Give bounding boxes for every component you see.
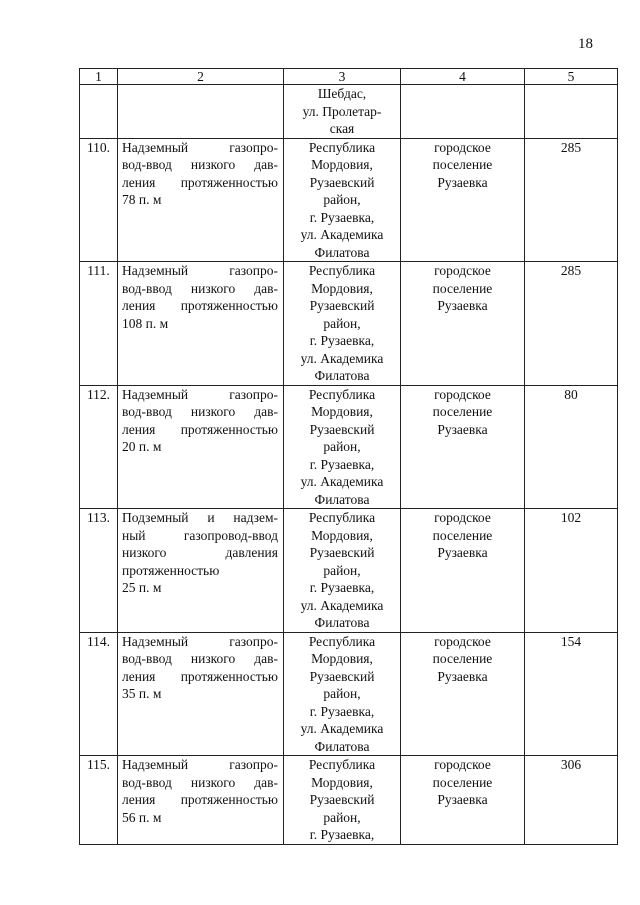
description-line: вод-ввод низкого дав-: [122, 774, 278, 790]
table-row: [80, 509, 618, 633]
location-line: ул. Пролетар-: [302, 103, 382, 119]
settlement-line: Рузаевка: [437, 792, 488, 807]
location-line: Республика: [308, 633, 376, 649]
location-line: Рузаевский: [309, 792, 375, 807]
location-line: Республика: [308, 510, 376, 525]
location-line: район,: [323, 439, 361, 454]
settlement-cell: [401, 509, 525, 633]
location-cell: [284, 756, 401, 845]
description-line: вод-ввод низкого дав-: [122, 404, 278, 419]
location-line: ул. Академика: [300, 350, 384, 366]
location-line: район,: [323, 686, 361, 701]
settlement-line: городское: [434, 263, 491, 278]
location-line: Мордовия,: [311, 404, 373, 419]
location-line: Шебдас,: [317, 86, 367, 101]
location-line: Мордовия,: [311, 527, 373, 543]
location-cell: [284, 85, 401, 139]
description-line: вод-ввод низкого дав-: [122, 157, 278, 172]
length-value: 102: [525, 509, 618, 633]
description-line: Подземный и надзем-: [122, 510, 278, 525]
description-cell: [118, 756, 284, 845]
table-row: [80, 385, 618, 509]
column-header: 2: [118, 69, 284, 85]
table-header-row: [80, 69, 618, 85]
description-line: 56 п. м: [122, 809, 162, 825]
column-header: 1: [80, 69, 118, 85]
description-cell: [118, 85, 284, 139]
settlement-line: Рузаевка: [437, 668, 488, 684]
location-line: Рузаевский: [309, 421, 375, 437]
location-line: Филатова: [314, 244, 370, 260]
description-line: Надземный газопро-: [122, 263, 278, 278]
table-row: [80, 262, 618, 386]
description-cell: [118, 509, 284, 633]
settlement-line: Рузаевка: [437, 421, 488, 437]
description-line: ления протяженностью: [122, 668, 278, 684]
settlement-line: поселение: [432, 527, 493, 543]
table-row: [80, 756, 618, 845]
description-cell: [118, 262, 284, 386]
location-line: Мордовия,: [311, 280, 373, 296]
location-line: ул. Академика: [300, 597, 384, 613]
row-number: 110.: [80, 138, 118, 262]
location-line: Филатова: [314, 738, 370, 754]
description-line: ления протяженностью: [122, 421, 278, 437]
description-line: ный газопровод-ввод: [122, 527, 278, 543]
location-line: Мордовия,: [311, 157, 373, 172]
description-line: вод-ввод низкого дав-: [122, 280, 278, 296]
description-line: низкого давления: [122, 545, 278, 560]
row-number: 115.: [80, 756, 118, 845]
location-line: ул. Академика: [300, 227, 384, 242]
settlement-line: поселение: [432, 157, 493, 172]
location-cell: [284, 385, 401, 509]
column-header: 5: [525, 69, 618, 85]
location-cell: [284, 138, 401, 262]
length-value: 154: [525, 632, 618, 756]
description-line: 35 п. м: [122, 686, 162, 701]
location-line: ская: [329, 121, 355, 136]
column-header: 4: [401, 69, 525, 85]
settlement-line: Рузаевка: [437, 298, 488, 313]
location-line: Филатова: [314, 615, 370, 630]
settlement-cell: [401, 632, 525, 756]
settlement-line: городское: [434, 510, 491, 525]
location-line: Республика: [308, 386, 376, 402]
settlement-line: Рузаевка: [437, 545, 488, 560]
location-line: район,: [323, 192, 361, 207]
location-line: г. Рузаевка,: [309, 333, 375, 348]
description-cell: [118, 385, 284, 509]
settlement-line: поселение: [432, 774, 493, 790]
location-line: ул. Академика: [300, 721, 384, 736]
location-line: Республика: [308, 263, 376, 278]
column-header: 3: [284, 69, 401, 85]
location-line: Рузаевский: [309, 668, 375, 684]
settlement-line: поселение: [432, 404, 493, 419]
description-line: вод-ввод низкого дав-: [122, 651, 278, 666]
length-value: 285: [525, 138, 618, 262]
num-cell: [80, 85, 118, 139]
description-line: 108 п. м: [122, 315, 169, 331]
description-line: 20 п. м: [122, 439, 162, 454]
location-line: район,: [323, 315, 361, 331]
location-line: г. Рузаевка,: [309, 580, 375, 595]
description-line: Надземный газопро-: [122, 757, 278, 772]
table-row: [80, 138, 618, 262]
row-number: 114.: [80, 632, 118, 756]
settlement-cell: [401, 262, 525, 386]
description-line: 78 п. м: [122, 192, 162, 207]
settlement-cell: [401, 138, 525, 262]
location-line: Филатова: [314, 491, 370, 507]
length-value: 306: [525, 756, 618, 845]
location-line: Рузаевский: [309, 545, 375, 560]
location-line: Республика: [308, 757, 376, 772]
location-cell: [284, 632, 401, 756]
location-line: Мордовия,: [311, 651, 373, 666]
location-cell: [284, 262, 401, 386]
length-value: 80: [525, 385, 618, 509]
location-line: район,: [323, 809, 361, 825]
description-line: ления протяженностью: [122, 174, 278, 190]
settlement-line: поселение: [432, 280, 493, 296]
location-line: г. Рузаевка,: [309, 827, 375, 842]
settlement-line: городское: [434, 139, 491, 155]
settlement-cell: [401, 756, 525, 845]
description-cell: [118, 632, 284, 756]
settlement-line: городское: [434, 633, 491, 649]
description-line: протяженностью: [122, 562, 220, 578]
row-number: 111.: [80, 262, 118, 386]
location-line: ул. Академика: [300, 474, 384, 489]
description-line: Надземный газопро-: [122, 139, 278, 155]
description-line: ления протяженностью: [122, 298, 278, 313]
length-value: 285: [525, 262, 618, 386]
continuation-row: [80, 85, 618, 139]
settlement-line: городское: [434, 386, 491, 402]
location-line: Филатова: [314, 368, 370, 383]
objects-table: [79, 68, 618, 845]
location-line: Рузаевский: [309, 298, 375, 313]
table-row: [80, 632, 618, 756]
page-number: 18: [578, 36, 593, 52]
location-line: Рузаевский: [309, 174, 375, 190]
location-line: г. Рузаевка,: [309, 209, 375, 225]
location-line: г. Рузаевка,: [309, 703, 375, 719]
location-cell: [284, 509, 401, 633]
description-line: Надземный газопро-: [122, 386, 278, 402]
description-line: 25 п. м: [122, 580, 162, 595]
settlement-line: Рузаевка: [437, 174, 488, 190]
location-line: район,: [323, 562, 361, 578]
settlement-cell: [401, 85, 525, 139]
settlement-line: поселение: [432, 651, 493, 666]
length-cell: [525, 85, 618, 139]
location-line: Республика: [308, 139, 376, 155]
row-number: 112.: [80, 385, 118, 509]
location-line: г. Рузаевка,: [309, 456, 375, 472]
description-cell: [118, 138, 284, 262]
settlement-line: городское: [434, 757, 491, 772]
description-line: ления протяженностью: [122, 792, 278, 807]
location-line: Мордовия,: [311, 774, 373, 790]
settlement-cell: [401, 385, 525, 509]
row-number: 113.: [80, 509, 118, 633]
description-line: Надземный газопро-: [122, 633, 278, 649]
